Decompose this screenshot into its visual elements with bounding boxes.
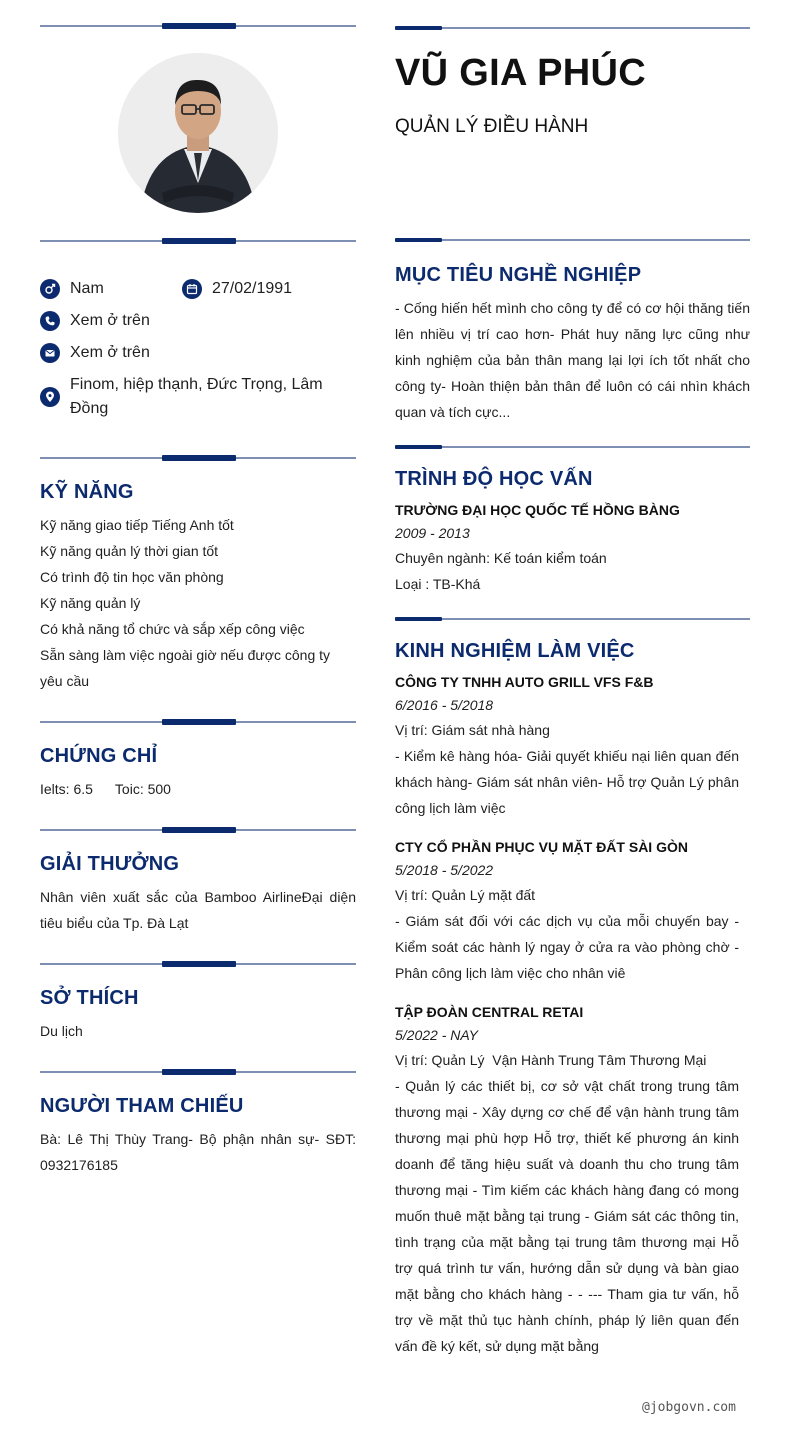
job-company: CÔNG TY TNHH AUTO GRILL VFS F&B bbox=[395, 674, 654, 690]
skill-item: Kỹ năng quản lý bbox=[40, 595, 141, 611]
location-pin-icon bbox=[40, 387, 60, 407]
phone-icon bbox=[40, 311, 60, 331]
objective-heading: MỤC TIÊU NGHỀ NGHIỆP bbox=[395, 264, 642, 286]
skill-item: Kỹ năng giao tiếp Tiếng Anh tốt bbox=[40, 517, 234, 533]
divider-top-right bbox=[395, 27, 750, 29]
contact-address bbox=[40, 373, 340, 421]
job-period: 5/2018 - 5/2022 bbox=[395, 862, 494, 878]
divider-education bbox=[395, 446, 750, 448]
divider-references bbox=[40, 1071, 356, 1073]
contact-gender bbox=[40, 277, 104, 301]
job-description: - Giám sát đối với các dịch vụ của mỗi chuyến bay - Kiểm soát các hành lý ngay ở cửa ra vào phòng chờ - Phân công lịch làm việc cho nhân viê bbox=[395, 913, 739, 981]
awards-heading: GIẢI THƯỞNG bbox=[40, 853, 180, 875]
candidate-title: QUẢN LÝ ĐIỀU HÀNH bbox=[395, 116, 589, 137]
certificate-item: Toic: 500 bbox=[114, 781, 171, 797]
phone-value: Xem ở trên bbox=[70, 312, 150, 329]
divider-experience bbox=[395, 618, 750, 620]
email-value: Xem ở trên bbox=[70, 344, 150, 361]
awards-text: Nhân viên xuất sắc của Bamboo AirlineĐại diện tiêu biểu của Tp. Đà Lạt bbox=[40, 889, 356, 931]
certificate-item: Ielts: 6.5 bbox=[40, 781, 93, 797]
job-company: TẬP ĐOÀN CENTRAL RETAI bbox=[395, 1004, 584, 1020]
skill-item: Kỹ năng quản lý thời gian tốt bbox=[40, 543, 219, 559]
divider-objective bbox=[395, 239, 750, 241]
education-period: 2009 - 2013 bbox=[395, 525, 470, 541]
job-period: 5/2022 - NAY bbox=[395, 1027, 479, 1043]
certificates-list bbox=[40, 776, 193, 802]
experience-heading: KINH NGHIỆM LÀM VIỆC bbox=[395, 640, 635, 662]
gender-value: Nam bbox=[70, 280, 104, 297]
skills-heading: KỸ NĂNG bbox=[40, 481, 134, 503]
education-grade: Loại : TB-Khá bbox=[395, 576, 481, 592]
job-period: 6/2016 - 5/2018 bbox=[395, 697, 494, 713]
job-company: CTY CỔ PHẦN PHỤC VỤ MẶT ĐẤT SÀI GÒN bbox=[395, 839, 688, 855]
candidate-name: VŨ GIA PHÚC bbox=[395, 52, 647, 94]
job-position: Vị trí: Quản Lý Vận Hành Trung Tâm Thương Mại bbox=[395, 1052, 707, 1068]
skill-item: Có trình độ tin học văn phòng bbox=[40, 569, 224, 585]
education-school: TRƯỜNG ĐẠI HỌC QUỐC TẾ HỒNG BÀNG bbox=[395, 502, 680, 518]
job-description: - Kiểm kê hàng hóa- Giải quyết khiếu nại liên quan đến khách hàng- Giám sát nhân viên- Hỗ trợ Quản Lý phân công lịch làm việc bbox=[395, 748, 739, 816]
mail-icon bbox=[40, 343, 60, 363]
job-position: Vị trí: Quản Lý mặt đất bbox=[395, 887, 536, 903]
hobbies-text: Du lịch bbox=[40, 1023, 83, 1039]
job-description: - Quản lý các thiết bị, cơ sở vật chất trong trung tâm thương mại - Xây dựng cơ chế để vận hành trung tâm thương mại phù hợp Hỗ trợ, thiết kế phương án kinh doanh để tăng hiệu suất và doanh thu cho trung tâm thương mại - Tìm kiếm các khách hàng đang có mong muốn thuê mặt bằng tại trung - Giám sát các thông tin, tình trạng của mặt bằng tại trung tâm thương mại Hỗ trợ quá trình tư vấn, hướng dẫn sử dụng và bàn giao mặt bằng cho khách hàng - - --- Tham gia tư vấn, hỗ trợ về mặt thủ tục hành chính, pháp lý liên quan đến vấn đề ký kết, sử dụng mặt bằng bbox=[395, 1078, 739, 1354]
objective-text: - Cống hiến hết mình cho công ty để có cơ hội thăng tiến lên nhiều vị trí cao hơn- Phát huy năng lực cũng như kinh nghiệm của bản thân mang lại lợi ích tốt nhất cho công ty- Hoàn thiện bản thân để luôn có cái nhìn khách quan và tích cực... bbox=[395, 300, 750, 420]
skills-list bbox=[40, 512, 356, 694]
hobbies-heading: SỞ THÍCH bbox=[40, 987, 139, 1009]
birthdate-value: 27/02/1991 bbox=[212, 280, 293, 297]
contact-birthdate bbox=[182, 277, 292, 301]
education-heading: TRÌNH ĐỘ HỌC VẤN bbox=[395, 468, 593, 490]
watermark: @jobgovn.com bbox=[642, 1400, 736, 1415]
calendar-icon bbox=[182, 279, 202, 299]
contact-phone bbox=[40, 309, 150, 333]
divider-hobbies bbox=[40, 963, 356, 965]
skill-item: Có khả năng tổ chức và sắp xếp công việc bbox=[40, 621, 305, 637]
contact-email bbox=[40, 341, 150, 365]
divider-skills bbox=[40, 457, 356, 459]
certificates-heading: CHỨNG CHỈ bbox=[40, 745, 158, 767]
job-position: Vị trí: Giám sát nhà hàng bbox=[395, 722, 550, 738]
education-major: Chuyên ngành: Kế toán kiểm toán bbox=[395, 550, 607, 566]
divider-top-left bbox=[40, 25, 356, 27]
skill-item: Sẵn sàng làm việc ngoài giờ nếu được công ty yêu cầu bbox=[40, 647, 331, 689]
references-heading: NGƯỜI THAM CHIẾU bbox=[40, 1095, 244, 1117]
divider-certificates bbox=[40, 721, 356, 723]
avatar bbox=[118, 53, 278, 213]
address-value: Finom, hiệp thạnh, Đức Trọng, Lâm Đồng bbox=[70, 376, 323, 417]
gender-icon bbox=[40, 279, 60, 299]
divider-avatar bbox=[40, 240, 356, 242]
divider-awards bbox=[40, 829, 356, 831]
references-text: Bà: Lê Thị Thùy Trang- Bộ phận nhân sự- SĐT: 0932176185 bbox=[40, 1131, 356, 1173]
